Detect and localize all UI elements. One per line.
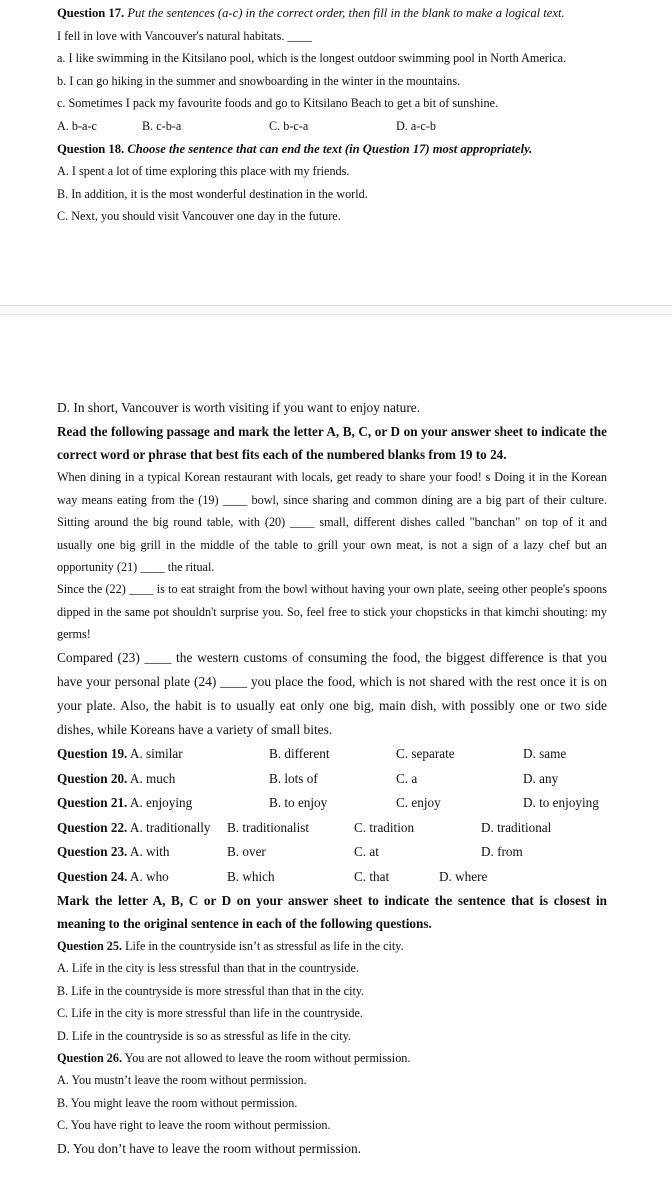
closest-meaning-instruction: Mark the letter A, B, C or D on your answer sheet to indicate the sentence that is closest in meaning to the original sentence in each of the following questions. bbox=[57, 892, 607, 931]
option-d[interactable]: D. You don’t have to leave the room without permission. bbox=[57, 1140, 361, 1156]
question-23-row bbox=[57, 840, 607, 864]
question-prompt: Put the sentences (a-c) in the correct order, then fill in the blank to make a logical text. bbox=[127, 6, 565, 20]
question-number: Question 21. bbox=[57, 795, 128, 811]
passage-paragraph-3: Compared (23) ____ the western customs of consuming the food, the biggest difference is that you have your personal plate (24) ____ you place the food, which is not shared with the rest once it is on your plate. Also, the habit is to usually eat only one big, main dish, with possibly one or two side dishes, while Koreans have a variety of small bites. bbox=[57, 649, 607, 738]
option-c[interactable]: C. b-c-a bbox=[269, 118, 309, 133]
question-24-row bbox=[57, 865, 607, 889]
option-d[interactable]: D. where bbox=[439, 868, 488, 884]
question-20-row bbox=[57, 767, 607, 791]
option-a[interactable]: A. enjoying bbox=[129, 795, 193, 811]
sentence-c: c. Sometimes I pack my favourite foods and go to Kitsilano Beach to get a bit of sunshine. bbox=[57, 96, 499, 111]
option-c[interactable]: C. You have right to leave the room without permission. bbox=[57, 1118, 331, 1133]
question-17-options bbox=[57, 115, 607, 138]
option-c[interactable]: C. Life in the city is more stressful than life in the countryside. bbox=[57, 1006, 363, 1021]
option-a[interactable]: A. You mustn’t leave the room without permission. bbox=[57, 1073, 307, 1088]
option-b[interactable]: B. lots of bbox=[269, 770, 318, 786]
option-a[interactable]: A. much bbox=[129, 770, 176, 786]
question-17-lead: I fell in love with Vancouver's natural habitats. ____ bbox=[57, 28, 312, 43]
option-c[interactable]: C. at bbox=[354, 844, 379, 860]
option-a[interactable]: A. traditionally bbox=[129, 819, 211, 835]
question-number: Question 17. bbox=[57, 6, 125, 20]
question-number: Question 26. bbox=[57, 1050, 123, 1065]
page-top bbox=[57, 2, 607, 228]
option-d[interactable]: D. traditional bbox=[481, 819, 552, 835]
sentence-a: a. I like swimming in the Kitsilano pool, which is the longest outdoor swimming pool in North America. bbox=[57, 51, 567, 66]
question-prompt: Choose the sentence that can end the text (in Question 17) most appropriately. bbox=[127, 141, 533, 156]
question-stem: You are not allowed to leave the room without permission. bbox=[124, 1050, 411, 1065]
page-bottom bbox=[57, 396, 607, 1161]
question-number: Question 24. bbox=[57, 868, 128, 884]
question-number: Question 19. bbox=[57, 746, 128, 762]
question-17-heading bbox=[57, 2, 607, 25]
sentence-b: b. I can go hiking in the summer and snowboarding in the winter in the mountains. bbox=[57, 73, 461, 88]
option-c[interactable]: C. a bbox=[396, 770, 418, 786]
passage-paragraph-2: Since the (22) ____ is to eat straight from the bowl without having your own plate, seeing other people's spoons dipped in the same pot shouldn't surprise you. So, feel free to stick your chopsticks in that kimchi shouting: my germs! bbox=[57, 582, 607, 642]
option-d[interactable]: D. to enjoying bbox=[523, 795, 599, 811]
option-b[interactable]: B. c-b-a bbox=[142, 118, 182, 133]
question-number: Question 25. bbox=[57, 938, 123, 953]
option-d[interactable]: D. same bbox=[523, 746, 567, 762]
option-c[interactable]: C. enjoy bbox=[396, 795, 441, 811]
question-26-stem bbox=[57, 1047, 607, 1069]
option-a[interactable]: A. b-a-c bbox=[57, 118, 97, 133]
option-d[interactable]: D. In short, Vancouver is worth visiting if you want to enjoy nature. bbox=[57, 400, 421, 415]
question-number: Question 18. bbox=[57, 141, 125, 156]
option-b[interactable]: B. different bbox=[269, 746, 330, 762]
option-a[interactable]: A. I spent a lot of time exploring this place with my friends. bbox=[57, 164, 350, 179]
option-a[interactable]: A. with bbox=[129, 844, 170, 860]
option-b[interactable]: B. You might leave the room without permission. bbox=[57, 1095, 298, 1110]
option-b[interactable]: B. over bbox=[227, 844, 266, 860]
question-18-heading bbox=[57, 138, 607, 161]
option-b[interactable]: B. which bbox=[227, 868, 275, 884]
option-c[interactable]: C. that bbox=[354, 868, 390, 884]
question-stem: Life in the countryside isn’t as stressful as life in the city. bbox=[125, 938, 404, 953]
option-a[interactable]: A. who bbox=[129, 868, 169, 884]
question-22-row bbox=[57, 816, 607, 840]
option-c[interactable]: C. separate bbox=[396, 746, 455, 762]
option-d[interactable]: D. from bbox=[481, 844, 523, 860]
question-19-row bbox=[57, 742, 607, 766]
option-b[interactable]: B. Life in the countryside is more stressful than that in the city. bbox=[57, 983, 365, 998]
question-number: Question 20. bbox=[57, 770, 128, 786]
reading-instruction: Read the following passage and mark the letter A, B, C, or D on your answer sheet to indicate the correct word or phrase that best fits each of the numbered blanks from 19 to 24. bbox=[57, 424, 607, 463]
page-separator bbox=[0, 305, 672, 315]
option-b[interactable]: B. In addition, it is the most wonderful destination in the world. bbox=[57, 186, 368, 201]
option-b[interactable]: B. traditionalist bbox=[227, 819, 310, 835]
passage-paragraph-1: When dining in a typical Korean restaurant with locals, get ready to share your food! s Doing it in the Korean way means eating from the (19) ____ bowl, since sharing and common dining are a big part of their culture. Sitting around the big round table, with (20) ____ small, different dishes called "banchan" on top of it and usually one big grill in the middle of the table to grill your own meat, is not a sign of a lazy chef but an opportunity (21) ____ the ritual. bbox=[57, 470, 607, 575]
question-number: Question 22. bbox=[57, 819, 128, 835]
option-c[interactable]: C. Next, you should visit Vancouver one day in the future. bbox=[57, 209, 341, 224]
option-c[interactable]: C. tradition bbox=[354, 819, 415, 835]
question-21-row bbox=[57, 791, 607, 815]
option-a[interactable]: A. Life in the city is less stressful than that in the countryside. bbox=[57, 961, 359, 976]
option-d[interactable]: D. Life in the countryside is so as stressful as life in the city. bbox=[57, 1028, 352, 1043]
option-d[interactable]: D. any bbox=[523, 770, 559, 786]
question-number: Question 23. bbox=[57, 844, 128, 860]
option-d[interactable]: D. a-c-b bbox=[396, 118, 436, 133]
option-a[interactable]: A. similar bbox=[129, 746, 183, 762]
option-b[interactable]: B. to enjoy bbox=[269, 795, 328, 811]
question-25-stem bbox=[57, 935, 607, 957]
